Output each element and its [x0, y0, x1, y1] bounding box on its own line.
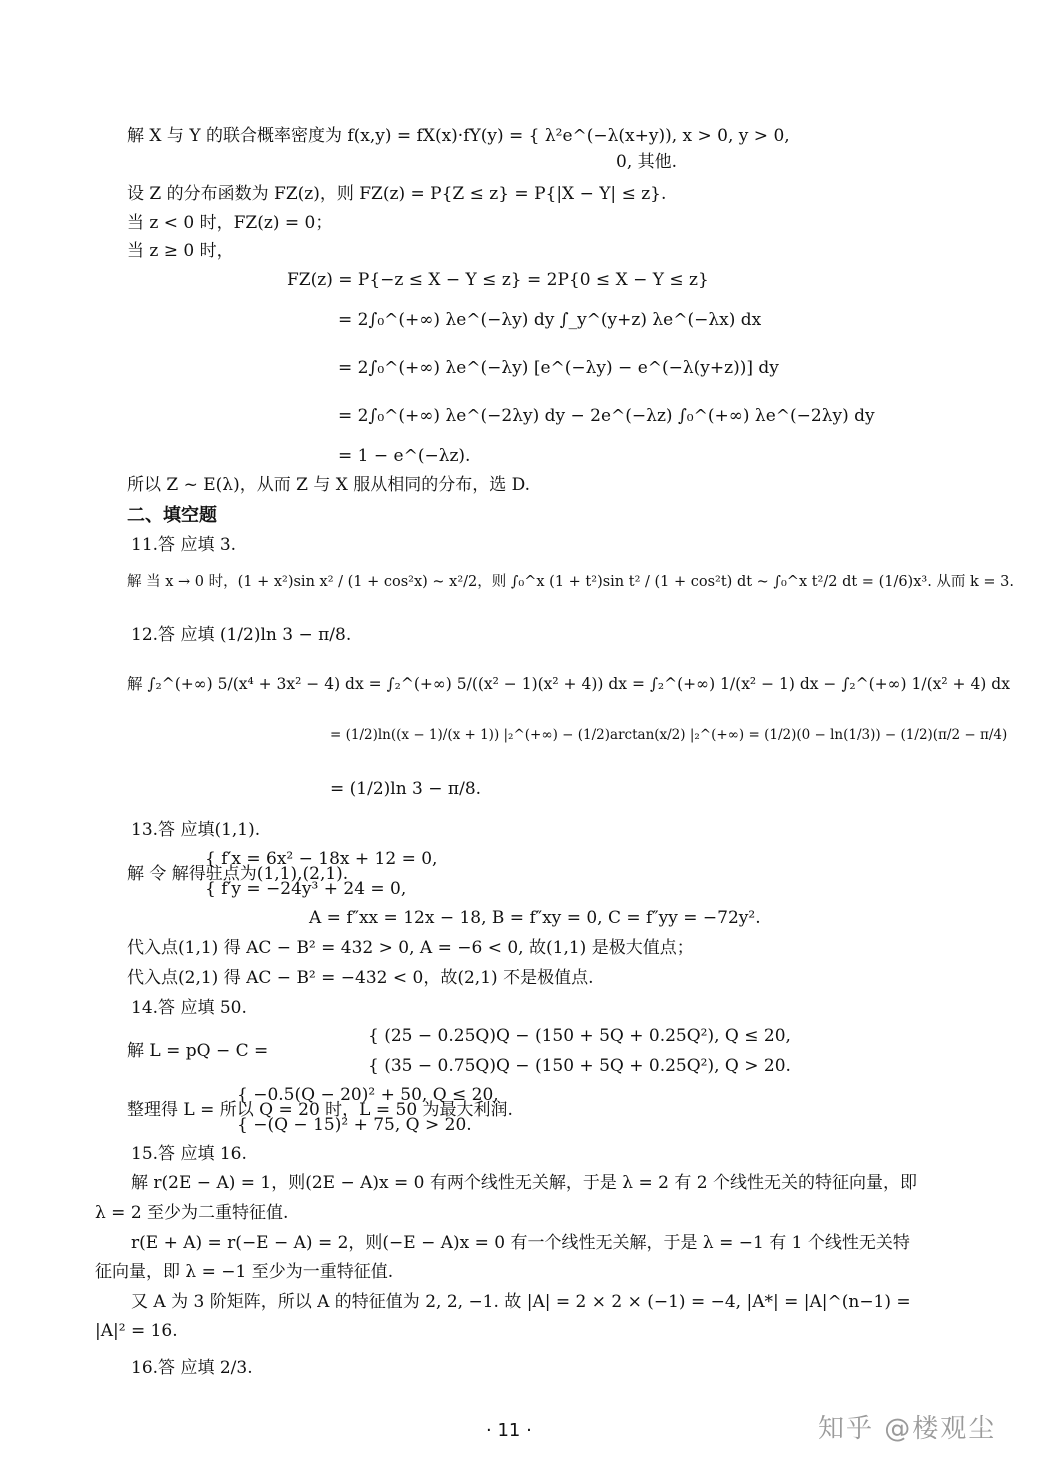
text-line-11: 所以 Z ~ E(λ)，从而 Z 与 X 服从相同的分布，选 D. [127, 475, 531, 495]
text-line-5: 当 z ≥ 0 时， [127, 241, 234, 261]
text-line-17: = (1/2)ln((x − 1)/(x + 1)) |₂^(+∞) − (1/2)arctan(x/2) |₂^(+∞) = (1/2)(0 − ln(1/3)) − (1/2)(π/2 − π/4) [330, 727, 1008, 743]
text-line-6: FZ(z) = P{−z ≤ X − Y ≤ z} = 2P{0 ≤ X − Y ≤ z} [287, 270, 709, 290]
text-line-14: 解 当 x → 0 时，(1 + x²)sin x² / (1 + cos²x) ~ x²/2，则 ∫₀^x (1 + t²)sin t² / (1 + cos²t) dt ~ ∫₀^x t²/2 dt = (1/6)x³. 从而 k = 3. [127, 574, 1015, 590]
text-line-34: 解 r(2E − A) = 1，则(2E − A)x = 0 有两个线性无关解，于是 λ = 2 有 2 个线性无关的特征向量，即 [131, 1173, 917, 1193]
text-line-10: = 1 − e^(−λz). [338, 446, 471, 466]
text-line-20: { f′x = 6x² − 18x + 12 = 0, [205, 849, 438, 869]
text-line-28: 解 L = pQ − C = [127, 1041, 269, 1061]
text-line-12: 二、填空题 [127, 505, 217, 526]
text-line-36: r(E + A) = r(−E − A) = 2，则(−E − A)x = 0 有一个线性无关解，于是 λ = −1 有 1 个线性无关特 [131, 1233, 910, 1253]
text-line-35: λ = 2 至少为二重特征值. [95, 1203, 289, 1223]
text-line-8: = 2∫₀^(+∞) λe^(−λy) [e^(−λy) − e^(−λ(y+z))] dy [338, 358, 779, 378]
page-number: · 11 · [486, 1420, 532, 1441]
text-line-3: 设 Z 的分布函数为 FZ(z)，则 FZ(z) = P{Z ≤ z} = P{|X − Y| ≤ z}. [127, 184, 667, 204]
text-line-13: 11.答 应填 3. [131, 535, 237, 555]
text-line-24: 代入点(1,1) 得 AC − B² = 432 > 0, A = −6 < 0, 故(1,1) 是极大值点； [127, 938, 694, 958]
watermark-text: 知乎 @楼观尘 [818, 1414, 997, 1444]
text-line-2: 0, 其他. [616, 152, 678, 172]
text-line-15: 12.答 应填 (1/2)ln 3 − π/8. [131, 625, 352, 645]
text-line-26: 14.答 应填 50. [131, 998, 247, 1018]
text-line-9: = 2∫₀^(+∞) λe^(−2λy) dy − 2e^(−λz) ∫₀^(+∞) λe^(−2λy) dy [338, 406, 875, 426]
text-line-31: 整理得 L = 所以 Q = 20 时，L = 50 为最大利润. [127, 1100, 513, 1120]
text-line-16: 解 ∫₂^(+∞) 5/(x⁴ + 3x² − 4) dx = ∫₂^(+∞) 5/((x² − 1)(x² + 4)) dx = ∫₂^(+∞) 1/(x² − 1) dx − ∫₂^(+∞) 1/(x² + 4) dx [127, 675, 1010, 693]
text-line-4: 当 z < 0 时，FZ(z) = 0； [127, 213, 333, 233]
text-line-27: { (25 − 0.25Q)Q − (150 + 5Q + 0.25Q²), Q ≤ 20, [368, 1026, 791, 1046]
text-line-22: { f′y = −24y³ + 24 = 0, [205, 879, 407, 899]
text-line-23: A = f″xx = 12x − 18, B = f″xy = 0, C = f″yy = −72y². [309, 908, 761, 928]
text-line-33: 15.答 应填 16. [131, 1144, 247, 1164]
text-line-1: 解 X 与 Y 的联合概率密度为 f(x,y) = fX(x)·fY(y) = { λ²e^(−λ(x+y)), x > 0, y > 0, [127, 126, 790, 146]
text-line-25: 代入点(2,1) 得 AC − B² = −432 < 0，故(2,1) 不是极值点. [127, 968, 594, 988]
text-line-37: 征向量，即 λ = −1 至少为一重特征值. [95, 1262, 394, 1282]
text-line-19: 13.答 应填(1,1). [131, 820, 261, 840]
text-line-21: 解 令 解得驻点为(1,1),(2,1). [127, 864, 349, 884]
text-line-29: { (35 − 0.75Q)Q − (150 + 5Q + 0.25Q²), Q > 20. [368, 1056, 791, 1076]
text-line-30: { −0.5(Q − 20)² + 50, Q ≤ 20, [237, 1085, 499, 1105]
text-line-7: = 2∫₀^(+∞) λe^(−λy) dy ∫_y^(y+z) λe^(−λx) dx [338, 310, 762, 330]
text-line-32: { −(Q − 15)² + 75, Q > 20. [237, 1115, 472, 1135]
text-line-40: 16.答 应填 2/3. [131, 1358, 253, 1378]
text-line-39: |A|² = 16. [95, 1321, 178, 1341]
text-line-18: = (1/2)ln 3 − π/8. [330, 779, 482, 799]
text-line-38: 又 A 为 3 阶矩阵，所以 A 的特征值为 2, 2, −1. 故 |A| = 2 × 2 × (−1) = −4, |A*| = |A|^(n−1) = [131, 1292, 911, 1312]
